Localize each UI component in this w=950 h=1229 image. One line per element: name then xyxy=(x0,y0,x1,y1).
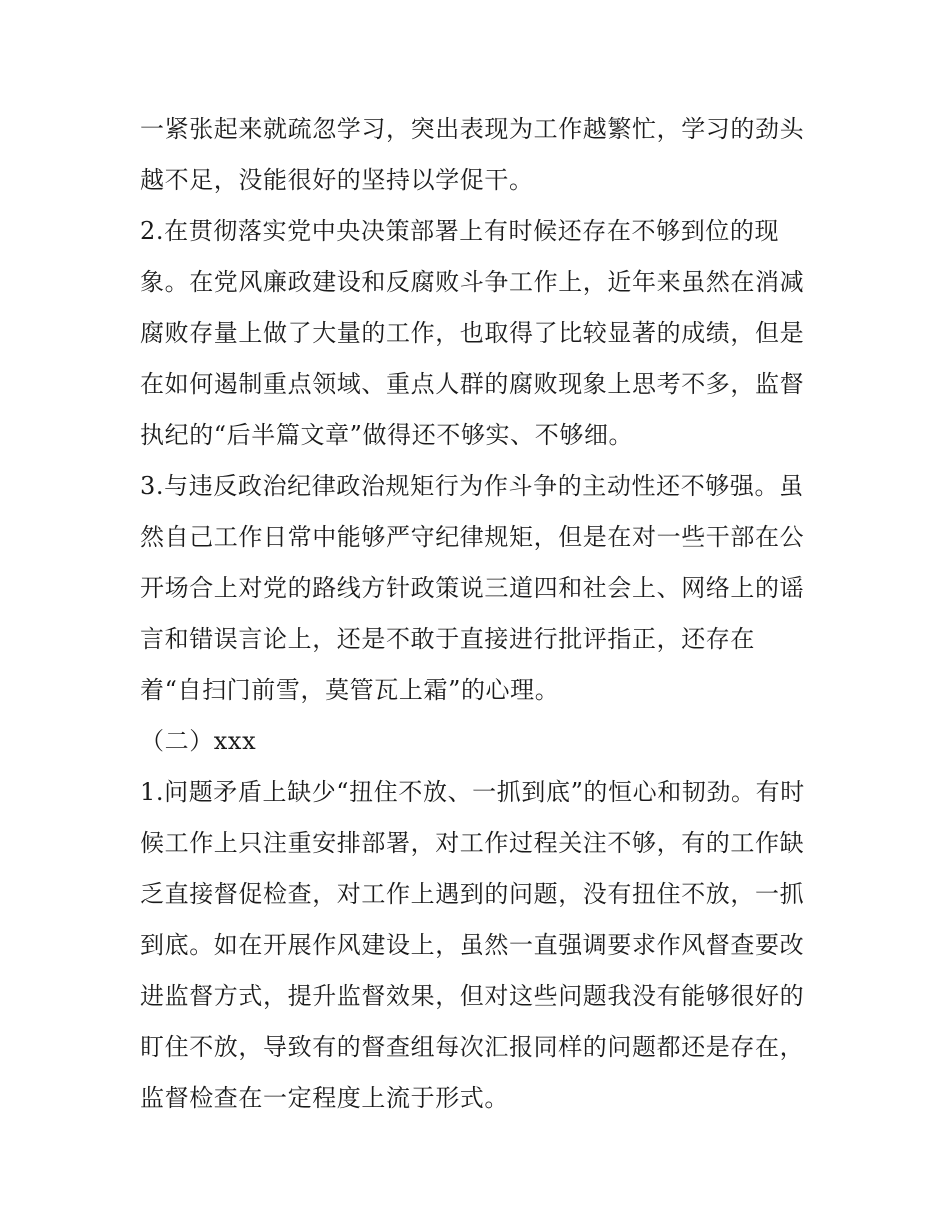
text-line: 腐败存量上做了大量的工作，也取得了比较显著的成绩，但是 xyxy=(140,319,805,347)
text-line: 在如何遏制重点领域、重点人群的腐败现象上思考不多，监督 xyxy=(140,370,805,398)
text-line: 象。在党风廉政建设和反腐败斗争工作上，近年来虽然在消减 xyxy=(140,268,805,296)
text-line: 到底。如在开展作风建设上，虽然一直强调要求作风督查要改 xyxy=(140,931,805,959)
text-line: 1.问题矛盾上缺少“扭住不放、一抓到底”的恒心和韧劲。有时 xyxy=(140,778,805,806)
text-line: 盯住不放，导致有的督查组每次汇报同样的问题都还是存在， xyxy=(140,1033,805,1061)
text-line: 3.与违反政治纪律政治规矩行为作斗争的主动性还不够强。虽 xyxy=(140,472,804,500)
text-line: 2.在贯彻落实党中央决策部署上有时候还存在不够到位的现 xyxy=(140,217,780,245)
text-line: 言和错误言论上，还是不敢于直接进行批评指正，还存在 xyxy=(140,625,755,653)
text-line: 乏直接督促检查，对工作上遇到的问题，没有扭住不放，一抓 xyxy=(140,880,805,908)
text-line: 开场合上对党的路线方针政策说三道四和社会上、网络上的谣 xyxy=(140,574,805,602)
text-line: 着“自扫门前雪，莫管瓦上霜”的心理。 xyxy=(140,676,560,704)
text-line: 进监督方式，提升监督效果，但对这些问题我没有能够很好的 xyxy=(140,982,805,1010)
text-line: 越不足，没能很好的坚持以学促干。 xyxy=(140,166,534,194)
text-line: 候工作上只注重安排部署，对工作过程关注不够，有的工作缺 xyxy=(140,829,805,857)
text-line: 执纪的“后半篇文章”做得还不够实、不够细。 xyxy=(140,421,634,449)
text-line: 监督检查在一定程度上流于形式。 xyxy=(140,1084,509,1112)
section-heading: （二）xxx xyxy=(140,727,257,755)
text-line: 一紧张起来就疏忽学习，突出表现为工作越繁忙，学习的劲头 xyxy=(140,115,805,143)
text-line: 然自己工作日常中能够严守纪律规矩，但是在对一些干部在公 xyxy=(140,523,805,551)
document-body xyxy=(140,104,820,1124)
